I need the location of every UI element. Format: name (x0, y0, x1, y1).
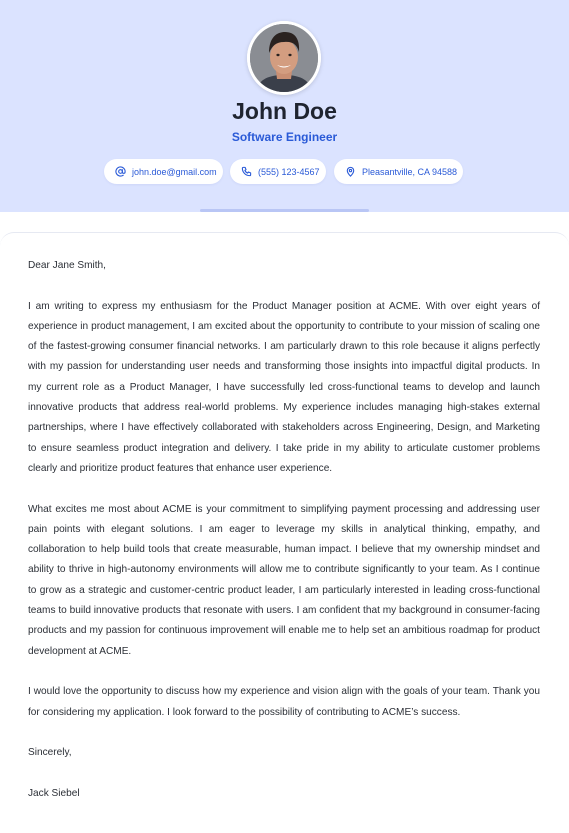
map-pin-icon (345, 166, 356, 177)
email-text: john.doe@gmail.com (132, 166, 217, 177)
location-text: Pleasantville, CA 94588 (362, 166, 458, 177)
profile-name: John Doe (232, 98, 337, 124)
salutation: Dear Jane Smith, (28, 260, 106, 271)
avatar (247, 21, 321, 95)
signature: Jack Siebel (28, 787, 80, 799)
phone-icon (241, 166, 252, 177)
cover-letter-body (28, 256, 540, 824)
phone-text: (555) 123-4567 (258, 166, 320, 177)
avatar-photo (247, 21, 321, 95)
letter-paragraph-3: I would love the opportunity to discuss how my experience and vision align with the goals of your team. Thank you for considering my application. I look forward to the possibility of contributing to ACME’s success. (28, 686, 540, 718)
phone-chip[interactable] (230, 159, 326, 184)
profile-title: Software Engineer (231, 130, 338, 144)
letter-paragraph-2: What excites me most about ACME is your commitment to simplifying payment processing and addressing user pain points with elegant solutions. I am eager to leverage my skills in analytical thinking, empathy, and collaboration to help build tools that create measurable, human impact. I believe that my ownership mindset and ability to thrive in high-autonomy environments will allow me to contribute significantly to your team. As I continue to grow as a strategic and customer-centric product leader, I am particularly interested in leading cross-functional teams to build innovative products that resonate with users. I am confident that my background in consumer-facing products and my passion for continuous improvement will enable me to help set an ambitious roadmap for product development at ACME. (28, 503, 540, 657)
letter-paragraph-1: I am writing to express my enthusiasm for the Product Manager position at ACME. With over eight years of experience in product management, I am excited about the opportunity to contribute to your mission of scaling one of the fastest-growing consumer financial networks. I am particularly drawn to this role because it aligns perfectly with my passion for understanding user needs and transforming those insights into impactful digital products. In my current role as a Product Manager, I have successfully led cross-functional teams to develop and launch innovative products that address real-world problems. My experience includes managing high-stakes external partnerships, where I have effectively collaborated with stakeholders across Engineering, Design, and Marketing to ensure seamless product integration and delivery. I take pride in my ability to articulate customer problems clearly and prioritize product features that enhance user experience. (28, 300, 540, 474)
header-divider (200, 209, 369, 212)
closing: Sincerely, (28, 747, 72, 759)
email-chip[interactable] (104, 159, 223, 184)
location-chip[interactable] (334, 159, 463, 184)
at-sign-icon (115, 166, 126, 177)
